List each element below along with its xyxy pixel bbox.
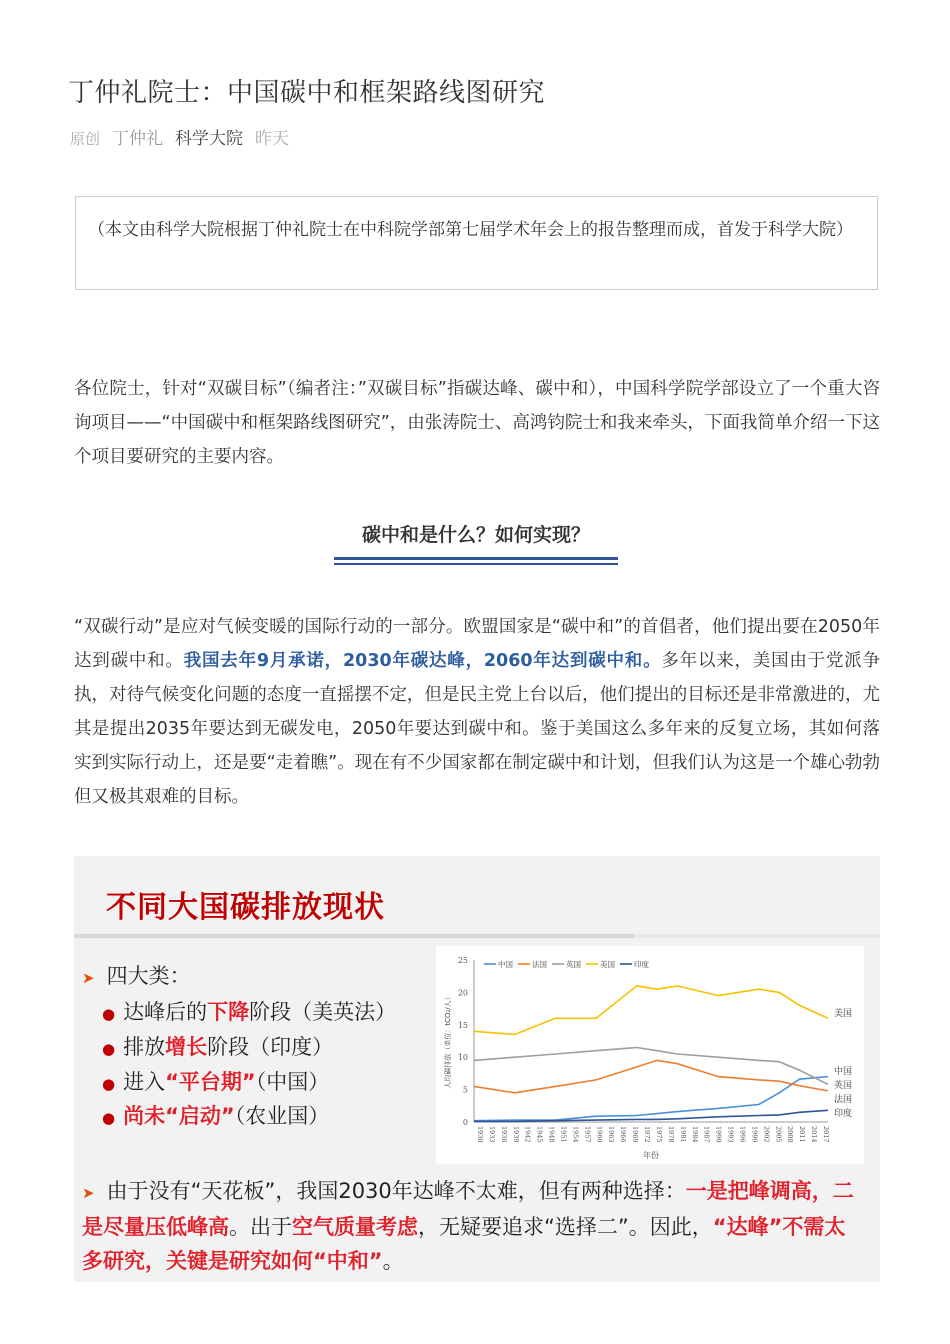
x-tick-label: 1969 bbox=[631, 1126, 640, 1143]
x-tick-label: 2002 bbox=[762, 1126, 771, 1143]
dot-bullet-icon: ● bbox=[102, 1040, 116, 1058]
country-label: 美国 bbox=[834, 1009, 853, 1019]
slide-title-divider bbox=[74, 934, 880, 938]
article-title: 丁仲礼院士：中国碳中和框架路线图研究 bbox=[68, 78, 546, 108]
x-tick-label: 1996 bbox=[738, 1126, 747, 1143]
item-text: 达峰后的 bbox=[123, 1000, 208, 1024]
legend-label: 英国 bbox=[566, 960, 581, 969]
editor-note: （本文由科学大院根据丁仲礼院士在中科院学部第七届学术年会上的报告整理而成，首发于科学大院） bbox=[75, 196, 878, 290]
item-highlight: 尚未“启动” bbox=[123, 1104, 235, 1128]
y-tick-label: 5 bbox=[462, 1085, 468, 1095]
section-underline-thin bbox=[334, 563, 618, 565]
legend-label: 美国 bbox=[600, 960, 615, 969]
y-tick-label: 25 bbox=[457, 956, 468, 965]
slide-item bbox=[102, 1031, 333, 1061]
x-tick-label: 1936 bbox=[499, 1126, 508, 1143]
slide-item bbox=[102, 1100, 329, 1130]
item-highlight: 下降 bbox=[207, 1000, 250, 1024]
conclusion-highlight: 一是把峰调高，二是尽量压低峰高 bbox=[82, 1179, 854, 1239]
x-tick-label: 1954 bbox=[571, 1126, 580, 1143]
y-tick-label: 10 bbox=[457, 1053, 468, 1063]
conclusion-text bbox=[82, 1179, 854, 1273]
x-tick-label: 1993 bbox=[726, 1126, 735, 1143]
paragraph-intro: 各位院士，针对“双碳目标”（编者注：”双碳目标”指碳达峰、碳中和），中国科学院学部设立了一个重大咨询项目——“中国碳中和框架路线图研究”，由张涛院士、高鸿钧院士和我来牵头，下面我简单介绍一下这个项目要研究的主要内容。 bbox=[74, 379, 880, 467]
paragraph-text-a: “双碳行动”是应对气候变暖的国际行动的一部分。欧盟国家是“碳中和”的首倡者，他们提出要在2050年达到碳中和。 bbox=[74, 617, 880, 671]
dot-bullet-icon: ● bbox=[102, 1005, 116, 1023]
country-label: 英国 bbox=[834, 1081, 853, 1091]
x-tick-label: 2017 bbox=[822, 1126, 830, 1143]
item-text: （中国） bbox=[255, 1070, 330, 1094]
x-tick-label: 2005 bbox=[774, 1126, 783, 1143]
author-link[interactable]: 丁仲礼 bbox=[112, 129, 164, 149]
section-heading bbox=[334, 520, 618, 565]
conclusion-segment: 。 bbox=[382, 1249, 404, 1273]
y-tick-label: 15 bbox=[457, 1020, 468, 1030]
item-highlight: “平台期” bbox=[165, 1070, 256, 1094]
source-link[interactable]: 科学大院 bbox=[175, 129, 244, 149]
x-tick-label: 1981 bbox=[678, 1126, 687, 1143]
x-tick-label: 1939 bbox=[511, 1126, 520, 1143]
legend-label: 法国 bbox=[532, 960, 547, 969]
slide-item bbox=[102, 1066, 329, 1096]
x-tick-label: 1930 bbox=[476, 1126, 484, 1143]
dot-bullet-icon: ● bbox=[102, 1075, 116, 1093]
slide-heading-text: 四大类： bbox=[106, 964, 191, 988]
series-line-0 bbox=[474, 1077, 828, 1121]
article-meta bbox=[70, 124, 289, 149]
country-label: 印度 bbox=[834, 1109, 853, 1119]
paragraph-main bbox=[74, 610, 880, 814]
section-title: 碳中和是什么？如何实现？ bbox=[361, 524, 590, 546]
chart-svg bbox=[436, 946, 864, 1164]
item-text: 阶段（美英法） bbox=[249, 1000, 397, 1024]
x-tick-label: 1948 bbox=[547, 1126, 556, 1143]
slide-conclusion bbox=[82, 1174, 862, 1278]
arrow-bullet-icon: ➤ bbox=[82, 1184, 95, 1202]
y-axis-label: 人均碳排放（单位：tCO₂/人） bbox=[444, 993, 452, 1089]
x-tick-label: 1951 bbox=[559, 1126, 568, 1143]
conclusion-highlight: “达峰”不需太多研究，关键是研究如何“中和” bbox=[82, 1215, 846, 1273]
x-tick-label: 1975 bbox=[654, 1126, 663, 1143]
x-tick-label: 2008 bbox=[786, 1126, 795, 1143]
y-tick-label: 0 bbox=[462, 1118, 468, 1127]
item-text: 排放 bbox=[123, 1035, 166, 1059]
x-tick-label: 2014 bbox=[810, 1126, 819, 1143]
x-tick-label: 1957 bbox=[583, 1126, 592, 1143]
conclusion-segment: ，无疑要追求“选择二”。因此， bbox=[418, 1215, 713, 1239]
x-tick-label: 1945 bbox=[535, 1126, 544, 1143]
x-tick-label: 1999 bbox=[750, 1126, 759, 1143]
paragraph-text-b: 多年以来，美国由于党派争执，对待气候变化问题的态度一直摇摆不定，但是民主党上台以后，他们提出的目标还是非常激进的，尤其是提出2035年要达到无碳发电，2050年要达到碳中和。鉴于美国这么多年来的反复立场，其如何落实到实际行动上，还是要“走着瞧”。现在有不少国家都在制定碳中和计划，但我们认为这是一个雄心勃勃但又极其艰难的目标。 bbox=[74, 651, 881, 807]
x-tick-label: 1960 bbox=[595, 1126, 604, 1143]
x-tick-label: 1966 bbox=[619, 1126, 628, 1143]
original-tag: 原创 bbox=[70, 130, 101, 148]
x-tick-label: 1978 bbox=[666, 1126, 675, 1143]
series-line-3 bbox=[474, 986, 828, 1035]
x-tick-label: 2011 bbox=[798, 1126, 807, 1143]
slide-title: 不同大国碳排放现状 bbox=[106, 890, 385, 925]
arrow-bullet-icon: ➤ bbox=[82, 969, 95, 987]
country-label: 中国 bbox=[834, 1067, 853, 1077]
dot-bullet-icon: ● bbox=[102, 1109, 116, 1127]
conclusion-highlight: 空气质量考虑 bbox=[292, 1215, 418, 1239]
slide-heading bbox=[82, 960, 191, 990]
item-highlight: 增长 bbox=[165, 1035, 208, 1059]
publish-time: 昨天 bbox=[255, 129, 290, 149]
paragraph-highlight: 我国去年9月承诺，2030年碳达峰，2060年达到碳中和。 bbox=[183, 651, 662, 671]
conclusion-segment: 。出于 bbox=[229, 1215, 292, 1239]
item-text: （农业国） bbox=[234, 1104, 330, 1128]
legend-label: 中国 bbox=[498, 960, 513, 969]
emission-chart bbox=[436, 946, 864, 1164]
x-tick-label: 1972 bbox=[643, 1126, 652, 1143]
x-tick-label: 1963 bbox=[607, 1126, 616, 1143]
x-tick-label: 1933 bbox=[487, 1126, 496, 1143]
conclusion-segment: 由于没有“天花板”，我国2030年达峰不太难，但有两种选择： bbox=[106, 1179, 686, 1203]
x-axis-label: 年份 bbox=[643, 1151, 659, 1160]
country-label: 法国 bbox=[834, 1095, 853, 1105]
item-text: 阶段（印度） bbox=[207, 1035, 334, 1059]
section-underline bbox=[334, 557, 618, 560]
slide-image bbox=[74, 856, 880, 1282]
x-tick-label: 1987 bbox=[702, 1126, 711, 1143]
x-tick-label: 1942 bbox=[523, 1126, 532, 1143]
x-tick-label: 1984 bbox=[690, 1126, 699, 1143]
series-line-2 bbox=[474, 1048, 828, 1085]
legend-label: 印度 bbox=[634, 960, 649, 969]
item-text: 进入 bbox=[123, 1070, 166, 1094]
series-line-1 bbox=[474, 1060, 828, 1092]
x-tick-label: 1990 bbox=[714, 1126, 723, 1143]
y-tick-label: 20 bbox=[457, 988, 468, 998]
slide-item bbox=[102, 996, 396, 1026]
